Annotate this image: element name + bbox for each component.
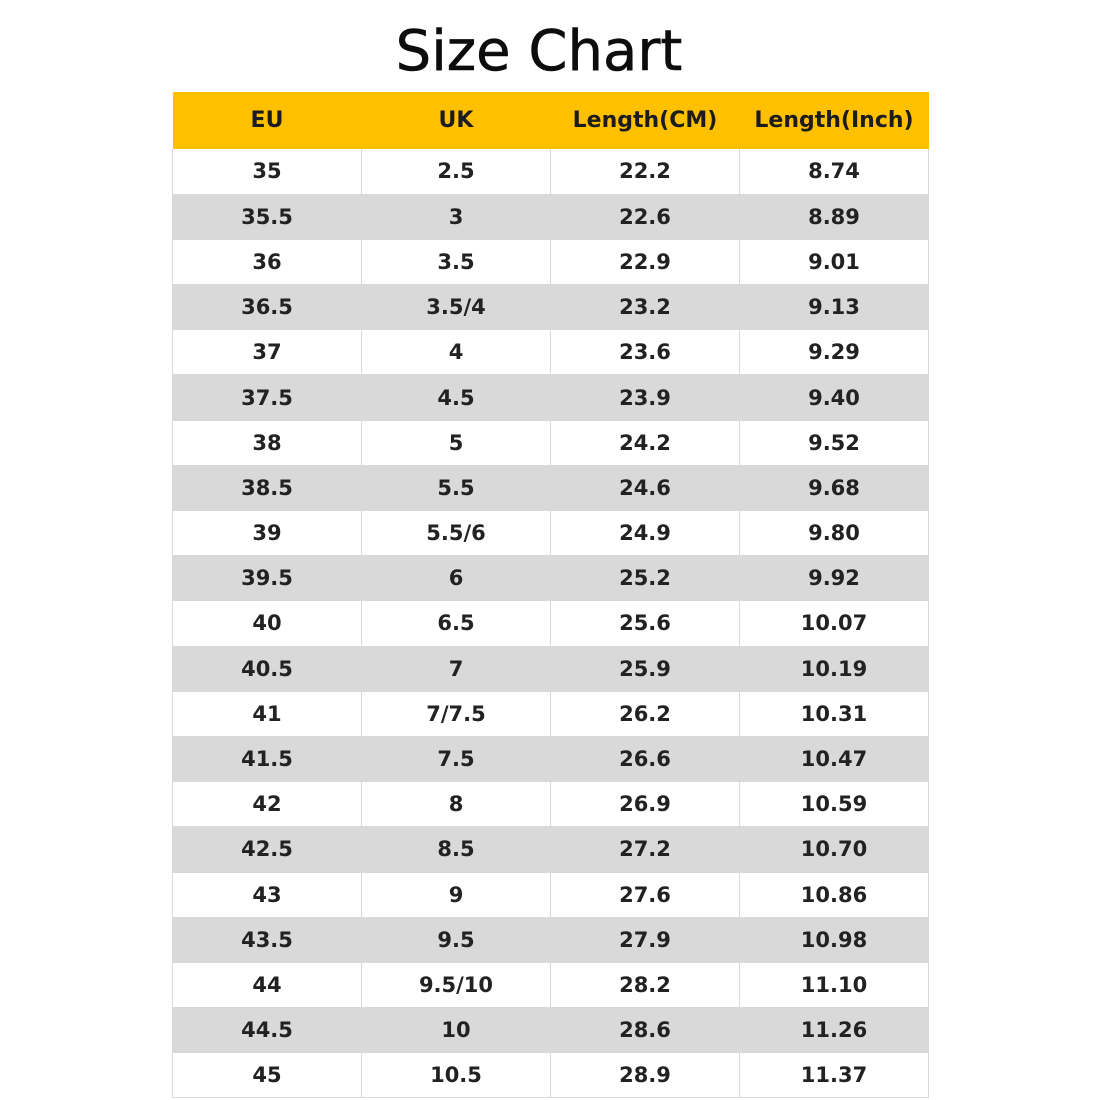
table-row [173, 917, 929, 962]
uk-size-cell: 10 [362, 1008, 551, 1053]
table-row [173, 962, 929, 1007]
length-inch-cell: 10.07 [740, 601, 929, 646]
column-header-eu: EU [173, 92, 362, 149]
eu-size-cell: 42.5 [173, 827, 362, 872]
length-cm-cell: 24.6 [551, 465, 740, 510]
uk-size-cell: 9.5 [362, 917, 551, 962]
table-row [173, 194, 929, 239]
length-cm-cell: 27.6 [551, 872, 740, 917]
eu-size-cell: 41 [173, 691, 362, 736]
length-cm-cell: 28.6 [551, 1008, 740, 1053]
length-cm-cell: 23.9 [551, 375, 740, 420]
length-inch-cell: 8.74 [740, 149, 929, 194]
length-cm-cell: 22.9 [551, 239, 740, 284]
length-inch-cell: 9.80 [740, 511, 929, 556]
length-inch-cell: 9.40 [740, 375, 929, 420]
length-inch-cell: 9.01 [740, 239, 929, 284]
uk-size-cell: 10.5 [362, 1053, 551, 1098]
column-header-length-inch: Length(Inch) [740, 92, 929, 149]
length-cm-cell: 24.2 [551, 420, 740, 465]
eu-size-cell: 38 [173, 420, 362, 465]
uk-size-cell: 9.5/10 [362, 962, 551, 1007]
eu-size-cell: 37 [173, 330, 362, 375]
table-row [173, 285, 929, 330]
uk-size-cell: 5.5 [362, 465, 551, 510]
table-row [173, 827, 929, 872]
table-row [173, 872, 929, 917]
uk-size-cell: 6.5 [362, 601, 551, 646]
length-inch-cell: 11.37 [740, 1053, 929, 1098]
size-chart-table [172, 92, 929, 1098]
table-row [173, 465, 929, 510]
table-row [173, 1008, 929, 1053]
table-row [173, 239, 929, 284]
length-inch-cell: 10.98 [740, 917, 929, 962]
table-row [173, 149, 929, 194]
length-cm-cell: 22.2 [551, 149, 740, 194]
table-row [173, 556, 929, 601]
uk-size-cell: 8 [362, 782, 551, 827]
length-cm-cell: 25.6 [551, 601, 740, 646]
uk-size-cell: 3.5/4 [362, 285, 551, 330]
length-cm-cell: 24.9 [551, 511, 740, 556]
table-row [173, 420, 929, 465]
uk-size-cell: 3.5 [362, 239, 551, 284]
uk-size-cell: 7.5 [362, 736, 551, 781]
length-cm-cell: 27.9 [551, 917, 740, 962]
table-header [173, 92, 929, 149]
uk-size-cell: 4 [362, 330, 551, 375]
length-inch-cell: 10.86 [740, 872, 929, 917]
eu-size-cell: 35 [173, 149, 362, 194]
eu-size-cell: 43.5 [173, 917, 362, 962]
table-row [173, 601, 929, 646]
page-title: Size Chart [395, 19, 683, 84]
uk-size-cell: 5.5/6 [362, 511, 551, 556]
eu-size-cell: 39.5 [173, 556, 362, 601]
eu-size-cell: 44 [173, 962, 362, 1007]
table-row [173, 782, 929, 827]
length-cm-cell: 26.6 [551, 736, 740, 781]
table-row [173, 691, 929, 736]
length-inch-cell: 10.31 [740, 691, 929, 736]
eu-size-cell: 44.5 [173, 1008, 362, 1053]
length-inch-cell: 8.89 [740, 194, 929, 239]
eu-size-cell: 42 [173, 782, 362, 827]
length-inch-cell: 10.19 [740, 646, 929, 691]
length-cm-cell: 25.9 [551, 646, 740, 691]
eu-size-cell: 45 [173, 1053, 362, 1098]
uk-size-cell: 2.5 [362, 149, 551, 194]
length-inch-cell: 11.10 [740, 962, 929, 1007]
table-row [173, 736, 929, 781]
length-inch-cell: 11.26 [740, 1008, 929, 1053]
length-inch-cell: 10.59 [740, 782, 929, 827]
eu-size-cell: 35.5 [173, 194, 362, 239]
table-row [173, 646, 929, 691]
length-inch-cell: 9.29 [740, 330, 929, 375]
eu-size-cell: 38.5 [173, 465, 362, 510]
table-row [173, 511, 929, 556]
uk-size-cell: 7 [362, 646, 551, 691]
column-header-length-cm: Length(CM) [551, 92, 740, 149]
uk-size-cell: 9 [362, 872, 551, 917]
length-inch-cell: 10.70 [740, 827, 929, 872]
length-cm-cell: 28.9 [551, 1053, 740, 1098]
length-cm-cell: 26.2 [551, 691, 740, 736]
length-cm-cell: 26.9 [551, 782, 740, 827]
uk-size-cell: 8.5 [362, 827, 551, 872]
column-header-uk: UK [362, 92, 551, 149]
length-cm-cell: 25.2 [551, 556, 740, 601]
uk-size-cell: 5 [362, 420, 551, 465]
length-inch-cell: 9.68 [740, 465, 929, 510]
eu-size-cell: 43 [173, 872, 362, 917]
length-cm-cell: 28.2 [551, 962, 740, 1007]
table-row [173, 375, 929, 420]
eu-size-cell: 36 [173, 239, 362, 284]
table-row [173, 330, 929, 375]
eu-size-cell: 40 [173, 601, 362, 646]
eu-size-cell: 39 [173, 511, 362, 556]
eu-size-cell: 41.5 [173, 736, 362, 781]
length-inch-cell: 9.52 [740, 420, 929, 465]
eu-size-cell: 36.5 [173, 285, 362, 330]
uk-size-cell: 4.5 [362, 375, 551, 420]
length-cm-cell: 22.6 [551, 194, 740, 239]
length-cm-cell: 23.6 [551, 330, 740, 375]
table-body [173, 149, 929, 1098]
length-inch-cell: 9.92 [740, 556, 929, 601]
uk-size-cell: 6 [362, 556, 551, 601]
eu-size-cell: 37.5 [173, 375, 362, 420]
length-cm-cell: 23.2 [551, 285, 740, 330]
uk-size-cell: 7/7.5 [362, 691, 551, 736]
table-row [173, 1053, 929, 1098]
uk-size-cell: 3 [362, 194, 551, 239]
eu-size-cell: 40.5 [173, 646, 362, 691]
length-inch-cell: 10.47 [740, 736, 929, 781]
header-row [173, 92, 929, 149]
length-inch-cell: 9.13 [740, 285, 929, 330]
length-cm-cell: 27.2 [551, 827, 740, 872]
